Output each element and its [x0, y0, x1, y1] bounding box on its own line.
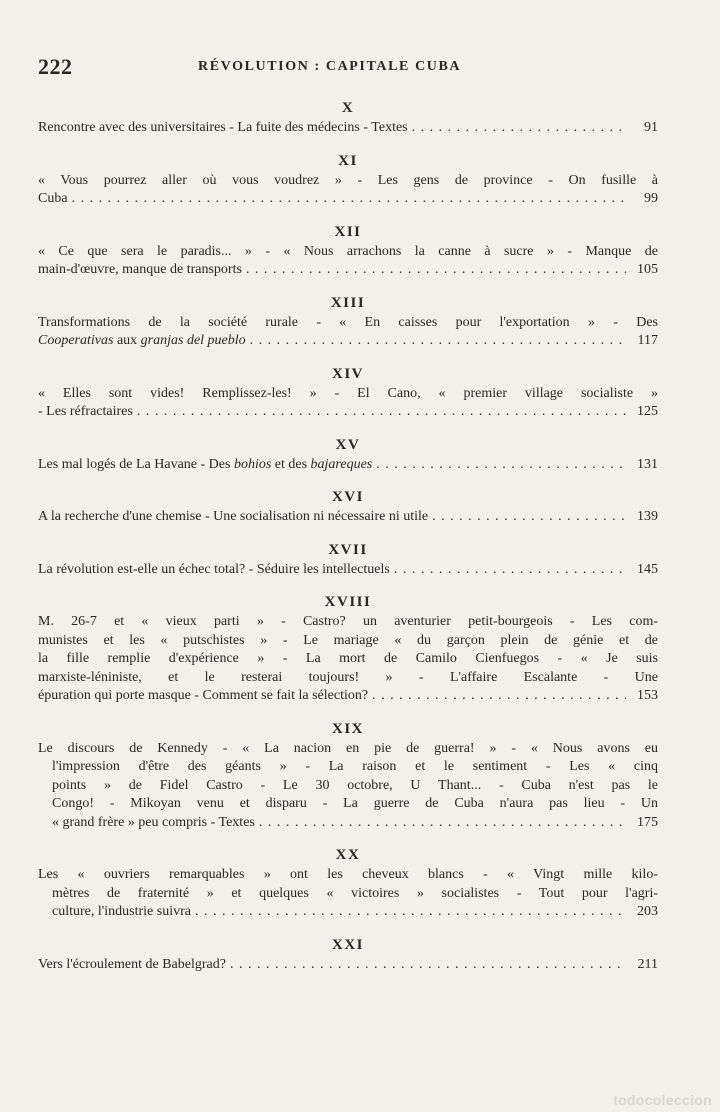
entry-text: l'impression d'être des géants » - La raison et le sentiment - Les « cinq — [52, 759, 658, 774]
entry-text-plain: Les mal logés de La Havane - Des — [38, 456, 234, 472]
toc-chapter-xii — [38, 221, 658, 280]
chapter-number: XIII — [330, 294, 366, 311]
dot-leader — [230, 956, 626, 975]
entry-text: mètres de fraternité » et quelques « victoires » socialistes - Tout pour l'agri- — [52, 885, 658, 901]
toc-chapter-xvii — [38, 539, 658, 580]
toc-entry — [38, 314, 658, 351]
chapter-number: XIX — [331, 720, 364, 737]
entry-text: Congo! - Mikoyan venu et disparu - La guerre de Cuba n'aura pas lieu - Un — [52, 796, 658, 811]
entry-text-italic: bohios — [233, 456, 272, 472]
entry-text-italic: Cooperativas — [38, 333, 114, 348]
entry-page-number: 211 — [637, 956, 658, 972]
toc-entry — [38, 456, 658, 475]
toc-entry — [38, 385, 658, 422]
entry-page-number: 99 — [644, 191, 658, 206]
chapter-number: XX — [335, 847, 361, 863]
dot-leader — [394, 561, 626, 580]
entry-text: Transformations de la société rurale - « En caisses pour l'exportation » - Des — [38, 314, 658, 330]
toc-chapter-xvi — [38, 486, 658, 527]
entry-text: « Ce que sera le paradis... » - « Nous arrachons la canne à sucre » - Manque de — [38, 243, 658, 259]
watermark: todocoleccion — [613, 1092, 712, 1108]
toc-entry — [38, 119, 658, 138]
dot-leader — [246, 261, 626, 280]
chapter-number: XII — [334, 223, 362, 240]
entry-page-number: 105 — [637, 262, 658, 277]
entry-page-number: 117 — [637, 333, 658, 348]
entry-text: marxiste-léniniste, et le resterai toujours! » - L'affaire Escalante - Une — [38, 669, 658, 685]
entry-page-number: 203 — [637, 904, 658, 919]
entry-text: Vers l'écroulement de Babelgrad? — [38, 956, 226, 972]
entry-page-number: 131 — [637, 456, 658, 472]
dot-leader — [376, 456, 626, 475]
entry-text: Rencontre avec des universitaires - La fuite des médecins - Textes — [38, 120, 408, 135]
dot-leader — [259, 814, 626, 833]
dot-leader — [137, 403, 626, 422]
entry-text — [38, 332, 246, 351]
entry-text: « grand frère » peu compris - Textes — [52, 814, 255, 830]
entry-text — [38, 456, 372, 475]
toc-entry — [38, 243, 658, 280]
chapter-number: X — [341, 100, 355, 116]
entry-text: La révolution est-elle un échec total? - Séduire les intellectuels — [38, 561, 390, 577]
entry-page-number: 175 — [637, 814, 658, 830]
entry-text: points » de Fidel Castro - Le 30 octobre, U Thant... - Cuba n'est pas le — [52, 777, 658, 793]
toc-chapter-xv — [38, 434, 658, 475]
toc-chapter-x — [38, 97, 658, 138]
dot-leader — [412, 119, 626, 138]
chapter-number: XI — [338, 152, 358, 169]
toc-entry — [38, 561, 658, 580]
chapter-number: XXI — [331, 936, 364, 953]
dot-leader — [432, 508, 626, 527]
entry-text: A la recherche d'une chemise - Une socialisation ni nécessaire ni utile — [38, 509, 429, 524]
chapter-number: XVII — [328, 541, 368, 558]
entry-text: Cuba — [38, 191, 68, 206]
toc-entry — [38, 172, 658, 209]
toc-chapter-xi — [38, 150, 658, 209]
dot-leader — [250, 332, 626, 351]
entry-text-italic: bajareques — [310, 456, 373, 472]
toc-chapter-xx — [38, 844, 658, 922]
entry-page-number: 145 — [637, 561, 658, 577]
toc-entry — [38, 508, 658, 527]
entry-page-number: 91 — [644, 120, 658, 135]
toc-chapter-xiii — [38, 292, 658, 351]
entry-page-number: 139 — [637, 509, 658, 524]
entry-text: M. 26-7 et « vieux parti » - Castro? un aventurier petit-bourgeois - Les com- — [38, 614, 658, 629]
toc-entry — [38, 956, 658, 975]
entry-text: munistes et les « putschistes » - Le mariage « du garçon plein de génie et de — [38, 632, 658, 648]
entry-page-number: 125 — [637, 404, 658, 419]
toc-chapter-xxi — [38, 934, 658, 975]
entry-text-plain: et des — [271, 456, 311, 472]
entry-text: Les « ouvriers remarquables » ont les cheveux blancs - « Vingt mille kilo- — [38, 867, 658, 882]
entry-text-italic: granjas del pueblo — [140, 333, 246, 348]
page-header — [38, 54, 658, 80]
entry-text: épuration qui porte masque - Comment se fait la sélection? — [38, 688, 369, 703]
toc-entry — [38, 613, 658, 706]
dot-leader — [195, 903, 626, 922]
page-number: 222 — [38, 54, 73, 79]
toc-chapter-xviii — [38, 591, 658, 706]
toc-entry — [38, 866, 658, 922]
entry-text: « Elles sont vides! Remplissez-les! » - El Cano, « premier village socialiste » — [38, 385, 658, 401]
entry-text: « Vous pourrez aller où vous voudrez » - Les gens de province - On fusille à — [38, 172, 658, 188]
chapter-number: XVI — [331, 489, 364, 505]
entry-text: culture, l'industrie suivra — [52, 904, 191, 919]
chapter-number: XV — [335, 436, 361, 453]
entry-text: main-d'œuvre, manque de transports — [38, 262, 242, 277]
entry-text: - Les réfractaires — [38, 404, 133, 419]
dot-leader — [372, 687, 626, 706]
entry-page-number: 153 — [637, 688, 658, 703]
entry-text-plain: aux — [113, 333, 141, 348]
toc-chapter-xiv — [38, 363, 658, 422]
chapter-number: XVIII — [324, 594, 372, 610]
table-of-contents — [38, 97, 658, 986]
toc-entry — [38, 740, 658, 833]
dot-leader — [72, 190, 626, 209]
toc-chapter-xix — [38, 718, 658, 833]
chapter-number: XIV — [331, 365, 364, 382]
running-title: RÉVOLUTION : CAPITALE CUBA — [198, 59, 462, 74]
entry-text: Le discours de Kennedy - « La nacion en pie de guerra! » - « Nous avons eu — [38, 740, 658, 756]
entry-text: la fille remplie d'expérience » - La mort de Camilo Cienfuegos - « Je suis — [38, 651, 658, 666]
